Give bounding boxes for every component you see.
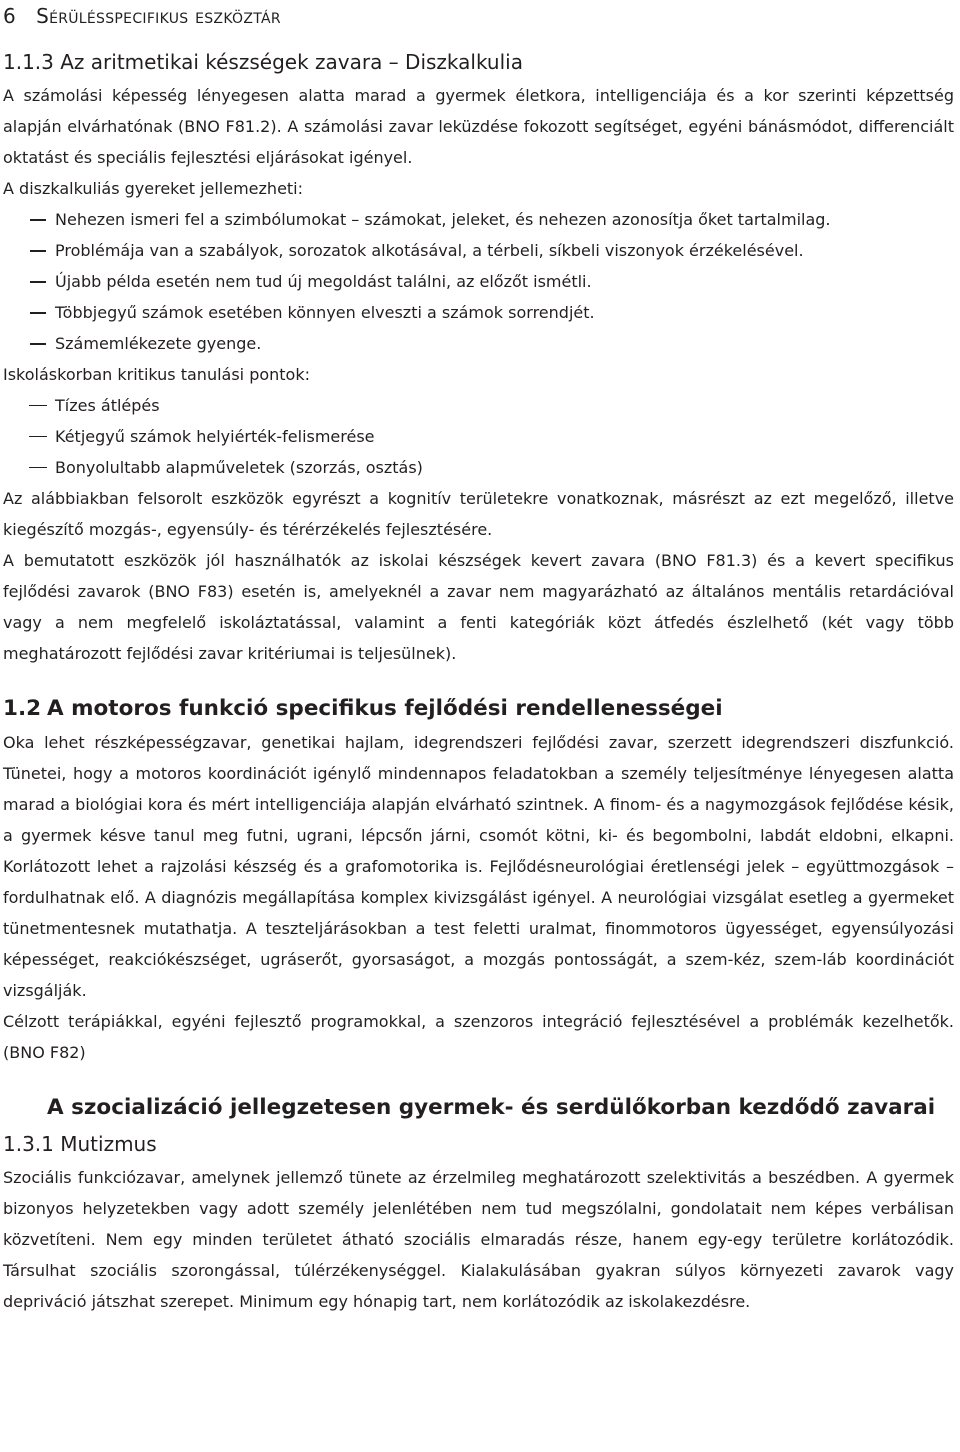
list-item: Tízes átlépés bbox=[3, 390, 954, 421]
traits-intro: A diszkalkuliás gyereket jellemezheti: bbox=[3, 179, 304, 198]
running-title: Sérülésspecifikus eszköztár bbox=[36, 4, 281, 28]
critical-points-intro: Iskoláskorban kritikus tanulási pontok: bbox=[3, 365, 310, 384]
paragraph-mutism: Szociális funkciózavar, amelynek jellemző tünete az érzelmileg meghatározott szelektivitás a beszédben. A gyermek bizonyos helyzetekben vagy adott személy jelenlétében nem tud megszólalni, gondolatait nem képes verbálisan közvetíteni. Nem egy minden területet átható szociális elmaradás része, hanem egy-egy területre korlátozódik. Társulhat szociális szorongással, túlérzékenységgel. Kialakulásában gyakran súlyos környezeti zavarok vagy depriváció játszhat szerepet. Minimum egy hónapig tart, nem korlátozódik az iskolakezdésre. bbox=[3, 1168, 954, 1311]
paragraph-tools-scope: Az alábbiakban felsorolt eszközök egyrészt a kognitív területekre vonatkoznak, másrészt az ezt megelőző, illetve kiegészítő mozgás-, egyensúly- és térérzékelés fejlesztésére. bbox=[3, 489, 954, 539]
page-content bbox=[3, 44, 954, 1317]
section-title: A szocializáció jellegzetesen gyermek- és serdülőkorban kezdődő zavarai bbox=[47, 1095, 936, 1120]
running-header bbox=[3, 0, 281, 32]
section-1-3-heading bbox=[3, 1090, 954, 1126]
paragraph-motor-disorder: Oka lehet részképességzavar, genetikai hajlam, idegrendszeri fejlődési zavar, szerzett idegrendszeri diszfunkció. Tünetei, hogy a motoros koordinációt igénylő mindennapos feladatokban a személy teljesítménye lényegesen alatta marad a biológiai kora és mért intelligenciája alapján elvárható szintnek. A finom- és a nagymozgások fejlődése késik, a gyermek késve tanul meg futni, ugrani, lépcsőn járni, csomót kötni, ki- és begombolni, labdát eldobni, elkapni. Korlátozott lehet a rajzolási készség és a grafomotorika is. Fejlődésneurológiai éretlenségi jelek – együttmozgások – fordulhatnak elő. A diagnózis megállapítása komplex kivizsgálást igényel. A neurológiai vizsgálat esetleg a gyermeket tünetmentesnek mutathatja. A teszteljárásokban a test feletti uralmat, finommotoros ügyességet, egyensúlyozási képességet, reakciókészséget, ugráserőt, gyorsaságot, a mozgás pontosságát, a szem-kéz, szem-láb koordinációt vizsgálják. bbox=[3, 733, 954, 1000]
list-item: Kétjegyű számok helyiérték-felismerése bbox=[3, 421, 954, 452]
list-item: Számemlékezete gyenge. bbox=[3, 328, 954, 359]
page-number: 6 bbox=[3, 4, 16, 28]
traits-list bbox=[3, 204, 954, 359]
section-1-2-heading bbox=[3, 691, 954, 727]
section-number: 1.2 bbox=[3, 696, 42, 721]
section-1-3-1-heading: 1.3.1 Mutizmus bbox=[3, 1132, 157, 1156]
list-item: Újabb példa esetén nem tud új megoldást találni, az előzőt ismétli. bbox=[3, 266, 954, 297]
section-1-1-3-heading: 1.1.3 Az aritmetikai készségek zavara – Diszkalkulia bbox=[3, 50, 523, 74]
paragraph-motor-therapy: Célzott terápiákkal, egyéni fejlesztő programokkal, a szenzoros integráció fejlesztésével a problémák kezelhetők. (BNO F82) bbox=[3, 1012, 954, 1062]
list-item: Bonyolultabb alapműveletek (szorzás, osztás) bbox=[3, 452, 954, 483]
list-item: Többjegyű számok esetében könnyen elveszti a számok sorrendjét. bbox=[3, 297, 954, 328]
paragraph-dyscalculia-definition: A számolási képesség lényegesen alatta marad a gyermek életkora, intelligenciája és a kor szerinti képzettség alapján elvárhatónak (BNO F81.2). A számolási zavar leküzdése fokozott segítséget, egyéni bánásmódot, differenciált oktatást és speciális fejlesztési eljárásokat igényel. bbox=[3, 86, 954, 167]
list-item: Nehezen ismeri fel a szimbólumokat – számokat, jeleket, és nehezen azonosítja őket tartalmilag. bbox=[3, 204, 954, 235]
list-item: Problémája van a szabályok, sorozatok alkotásával, a térbeli, síkbeli viszonyok érzékelésével. bbox=[3, 235, 954, 266]
paragraph-mixed-disorders: A bemutatott eszközök jól használhatók az iskolai készségek kevert zavara (BNO F81.3) és a kevert specifikus fejlődési zavarok (BNO F83) esetén is, amelyeknél a zavar nem magyarázható az általános mentális retardációval vagy a nem megfelelő iskoláztatással, valamint a fenti kategóriák közt átfedés észlelhető (két vagy több meghatározott fejlődési zavar kritériumai is teljesülnek). bbox=[3, 551, 954, 663]
critical-points-list bbox=[3, 390, 954, 483]
section-number bbox=[3, 1090, 47, 1126]
section-title: A motoros funkció specifikus fejlődési rendellenességei bbox=[47, 696, 723, 721]
